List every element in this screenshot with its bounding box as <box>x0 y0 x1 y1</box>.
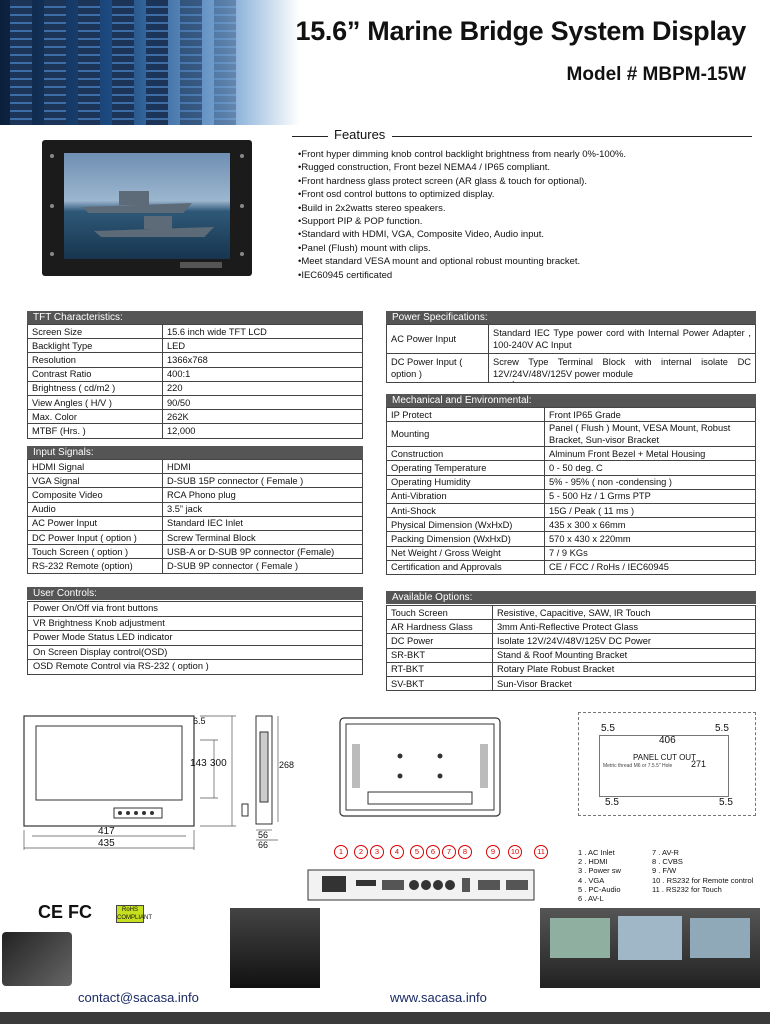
table-row: DC Power Input ( option ) Screw Type Terminal Block with internal isolate DC 12V/24V/48V/125V power module <box>387 354 756 383</box>
table-cell: RT-BKT <box>387 662 493 676</box>
table-cell: HDMI Signal <box>28 460 163 474</box>
table-cell: USB-A or D-SUB 9P connector (Female) <box>163 545 363 559</box>
table-row <box>28 353 363 367</box>
front-view-drawing <box>8 710 238 855</box>
table-cell: AC Power Input <box>28 516 163 530</box>
feature-item: •Rugged construction, Front bezel NEMA4 / IP65 compliant. <box>298 162 551 174</box>
connector-legend-left: 1 . AC Inlet 2 . HDMI 3 . Power sw 4 . VGA 5 . PC-Audio 6 . AV-L <box>578 848 621 904</box>
feature-item: •IEC60945 certificated <box>298 269 393 281</box>
table-cell: D-SUB 9P connector ( Female ) <box>163 559 363 573</box>
table-cell: DC Power Input ( option ) <box>28 530 163 544</box>
connector-number: 4 <box>390 845 404 859</box>
table-cell: Anti-Vibration <box>387 489 545 503</box>
rack-product-photo <box>230 908 320 988</box>
table-row <box>28 460 363 474</box>
options-table <box>386 605 756 691</box>
table-row <box>28 474 363 488</box>
dim-front-h1: 143 <box>190 758 207 769</box>
table-row <box>28 488 363 502</box>
features-title: Features <box>334 127 386 142</box>
table-cell: Stand & Roof Mounting Bracket <box>493 648 756 662</box>
panel-cutout-note: Metric thread M6 or 7.5.5" Hole <box>603 763 673 769</box>
features-list <box>298 148 626 282</box>
panel-cutout-drawing <box>578 712 756 816</box>
dim-front-h2: 300 <box>210 758 227 769</box>
connector-number: 5 <box>410 845 424 859</box>
page-title: 15.6” Marine Bridge System Display <box>295 16 746 46</box>
table-cell: 5% - 95% ( non -condensing ) <box>545 475 756 489</box>
table-row <box>28 395 363 409</box>
table-row <box>387 648 756 662</box>
rohs-logo: RoHS COMPLIANT <box>117 907 153 921</box>
feature-item: •Meet standard VESA mount and optional robust mounting bracket. <box>298 256 581 268</box>
table-cell: D-SUB 15P connector ( Female ) <box>163 474 363 488</box>
table-row <box>387 489 756 503</box>
table-cell: Net Weight / Gross Weight <box>387 546 545 560</box>
mech-table <box>386 407 756 575</box>
dim-side-d2: 66 <box>258 840 269 850</box>
connector-number: 8 <box>458 845 472 859</box>
table-row <box>387 606 756 620</box>
features-rule-right <box>392 136 752 137</box>
connector-number: 9 <box>486 845 500 859</box>
table-cell: Construction <box>387 447 545 461</box>
connector-numbers <box>334 845 550 859</box>
table-cell: 15.6 inch wide TFT LCD <box>163 325 363 339</box>
feature-item: •Support PIP & POP function. <box>298 216 423 228</box>
dim-cut-m4: 5.5 <box>719 797 733 808</box>
connector-legend-right: 7 . AV-R 8 . CVBS 9 . F/W 10 . RS232 for Remote control 11 . RS232 for Touch <box>652 848 754 894</box>
table-cell: 262K <box>163 410 363 424</box>
table-row <box>28 325 363 339</box>
table-cell: Certification and Approvals <box>387 560 545 574</box>
table-row <box>387 422 756 447</box>
monitor-photo <box>42 140 252 276</box>
dim-cut-w: 406 <box>659 735 676 746</box>
table-row <box>28 410 363 424</box>
contact-email[interactable]: contact@sacasa.info <box>78 990 199 1005</box>
rear-view-drawing <box>338 716 503 820</box>
table-cell: Resistive, Capacitive, SAW, IR Touch <box>493 606 756 620</box>
table-row <box>28 339 363 353</box>
table-cell: 12,000 <box>163 424 363 438</box>
power-note: ` <box>512 380 515 390</box>
connector-number: 11 <box>534 845 548 859</box>
table-cell: CE / FCC / RoHs / IEC60945 <box>545 560 756 574</box>
table-cell: MTBF (Hrs. ) <box>28 424 163 438</box>
table-cell: Screw Terminal Block <box>163 530 363 544</box>
input-section-title: Input Signals: <box>27 446 363 459</box>
mech-section-title: Mechanical and Environmental: <box>386 394 756 407</box>
connector-number: 2 <box>354 845 368 859</box>
dim-front-w1: 417 <box>98 826 115 837</box>
dim-side-h: 268 <box>279 760 295 770</box>
connector-number: 10 <box>508 845 522 859</box>
table-cell: 15G / Peak ( 11 ms ) <box>545 503 756 517</box>
table-cell: Touch Screen ( option ) <box>28 545 163 559</box>
feature-item: •Panel (Flush) mount with clips. <box>298 242 431 254</box>
tft-rows <box>28 325 363 439</box>
table-row: AC Power Input Standard IEC Type power cord with Internal Power Adapter , 100-240V AC Input <box>387 325 756 354</box>
table-cell: IP Protect <box>387 408 545 422</box>
table-cell: Standard IEC Inlet <box>163 516 363 530</box>
connector-number: 1 <box>334 845 348 859</box>
table-cell: Rotary Plate Robust Bracket <box>493 662 756 676</box>
table-cell: VGA Signal <box>28 474 163 488</box>
table-row <box>28 424 363 438</box>
connector-number: 6 <box>426 845 440 859</box>
list-item: On Screen Display control(OSD) <box>28 646 362 661</box>
table-row <box>387 634 756 648</box>
table-cell: SR-BKT <box>387 648 493 662</box>
feature-item: •Front hyper dimming knob control backlight brightness from nearly 0%-100%. <box>298 149 627 160</box>
table-cell: Anti-Shock <box>387 503 545 517</box>
table-row <box>28 381 363 395</box>
table-row <box>28 545 363 559</box>
table-cell: Alminum Front Bezel + Metal Housing <box>545 447 756 461</box>
dim-cut-h: 271 <box>691 759 707 769</box>
feature-item: •Front osd control buttons to optimized display. <box>298 189 495 201</box>
table-row <box>387 461 756 475</box>
dim-cut-m3: 5.5 <box>605 797 619 808</box>
table-cell: RS-232 Remote (option) <box>28 559 163 573</box>
table-cell: 90/50 <box>163 395 363 409</box>
table-cell: Audio <box>28 502 163 516</box>
table-cell: 5 - 500 Hz / 1 Grms PTP <box>545 489 756 503</box>
bracket-product-photo <box>2 932 72 986</box>
mech-rows <box>387 408 756 575</box>
table-row <box>387 662 756 676</box>
table-cell: Composite Video <box>28 488 163 502</box>
table-cell: HDMI <box>163 460 363 474</box>
website-link[interactable]: www.sacasa.info <box>390 990 487 1005</box>
table-row <box>28 559 363 573</box>
power-section-title: Power Specifications: <box>386 311 756 324</box>
model-number: Model # MBPM-15W <box>566 64 746 85</box>
table-cell: 1366x768 <box>163 353 363 367</box>
table-cell: Front IP65 Grade <box>545 408 756 422</box>
panel-cutout-label: PANEL CUT OUT <box>633 753 696 762</box>
table-row <box>387 503 756 517</box>
table-row <box>387 475 756 489</box>
table-cell: 7 / 9 KGs <box>545 546 756 560</box>
table-cell: Contrast Ratio <box>28 367 163 381</box>
feature-item: •Front hardness glass protect screen (AR glass & touch for optional). <box>298 175 587 187</box>
table-cell: 3.5” jack <box>163 502 363 516</box>
table-cell: View Angles ( H/V ) <box>28 395 163 409</box>
table-cell: Mounting <box>387 422 545 447</box>
table-cell: Panel ( Flush ) Mount, VESA Mount, Robust Bracket, Sun-visor Bracket <box>545 422 756 447</box>
connector-number: 3 <box>370 845 384 859</box>
table-row <box>387 408 756 422</box>
connector-panel-drawing <box>306 868 536 902</box>
power-table <box>386 324 756 383</box>
table-row <box>387 532 756 546</box>
table-row <box>387 518 756 532</box>
table-cell: Operating Humidity <box>387 475 545 489</box>
options-rows <box>387 606 756 691</box>
list-item: OSD Remote Control via RS-232 ( option ) <box>33 661 209 672</box>
features-rule-left <box>292 136 328 137</box>
input-rows <box>28 460 363 574</box>
table-row <box>28 530 363 544</box>
options-section-title: Available Options: <box>386 591 756 604</box>
table-cell: Isolate 12V/24V/48V/125V DC Power <box>493 634 756 648</box>
table-cell: AR Hardness Glass <box>387 620 493 634</box>
table-cell: RCA Phono plug <box>163 488 363 502</box>
table-cell: LED <box>163 339 363 353</box>
dim-cut-m2: 5.5 <box>715 723 729 734</box>
table-cell: Physical Dimension (WxHxD) <box>387 518 545 532</box>
dim-front-w2: 435 <box>98 838 115 849</box>
feature-item: •Standard with HDMI, VGA, Composite Video, Audio input. <box>298 229 545 241</box>
header-datacenter-image <box>0 0 300 125</box>
list-item: Power On/Off via front buttons <box>28 602 362 617</box>
dim-side-d1: 56 <box>258 830 269 840</box>
table-cell: 435 x 300 x 66mm <box>545 518 756 532</box>
table-cell: Touch Screen <box>387 606 493 620</box>
table-cell: 3mm Anti-Reflective Protect Glass <box>493 620 756 634</box>
list-item: Power Mode Status LED indicator <box>28 631 362 646</box>
table-row <box>387 620 756 634</box>
tft-table <box>27 324 363 439</box>
table-cell: Brightness ( cd/m2 ) <box>28 381 163 395</box>
table-cell: Packing Dimension (WxHxD) <box>387 532 545 546</box>
table-row <box>28 367 363 381</box>
table-cell: 570 x 430 x 220mm <box>545 532 756 546</box>
table-cell: 0 - 50 deg. C <box>545 461 756 475</box>
table-cell: 220 <box>163 381 363 395</box>
table-cell: Max. Color <box>28 410 163 424</box>
table-row <box>387 447 756 461</box>
connector-number: 7 <box>442 845 456 859</box>
footer-bar <box>0 1012 770 1024</box>
table-row <box>387 676 756 690</box>
table-cell: Operating Temperature <box>387 461 545 475</box>
table-cell: Backlight Type <box>28 339 163 353</box>
table-row <box>28 516 363 530</box>
table-row <box>387 560 756 574</box>
table-row <box>28 502 363 516</box>
table-cell: SV-BKT <box>387 676 493 690</box>
side-view-drawing <box>238 712 300 857</box>
input-table <box>27 459 363 574</box>
tft-section-title: TFT Characteristics: <box>27 311 363 324</box>
user-controls-list <box>27 601 363 675</box>
feature-item: •Build in 2x2watts stereo speakers. <box>298 202 446 214</box>
dim-front-top: 6.5 <box>193 716 206 726</box>
ce-fcc-logo: CE FC <box>38 902 92 922</box>
user-section-title: User Controls: <box>27 587 363 600</box>
table-cell: Screen Size <box>28 325 163 339</box>
table-cell: DC Power <box>387 634 493 648</box>
dim-cut-m1: 5.5 <box>601 723 615 734</box>
triple-display-photo <box>540 908 760 988</box>
table-row <box>387 546 756 560</box>
table-cell: Sun-Visor Bracket <box>493 676 756 690</box>
table-cell: Resolution <box>28 353 163 367</box>
table-cell: 400:1 <box>163 367 363 381</box>
list-item: VR Brightness Knob adjustment <box>28 617 362 632</box>
